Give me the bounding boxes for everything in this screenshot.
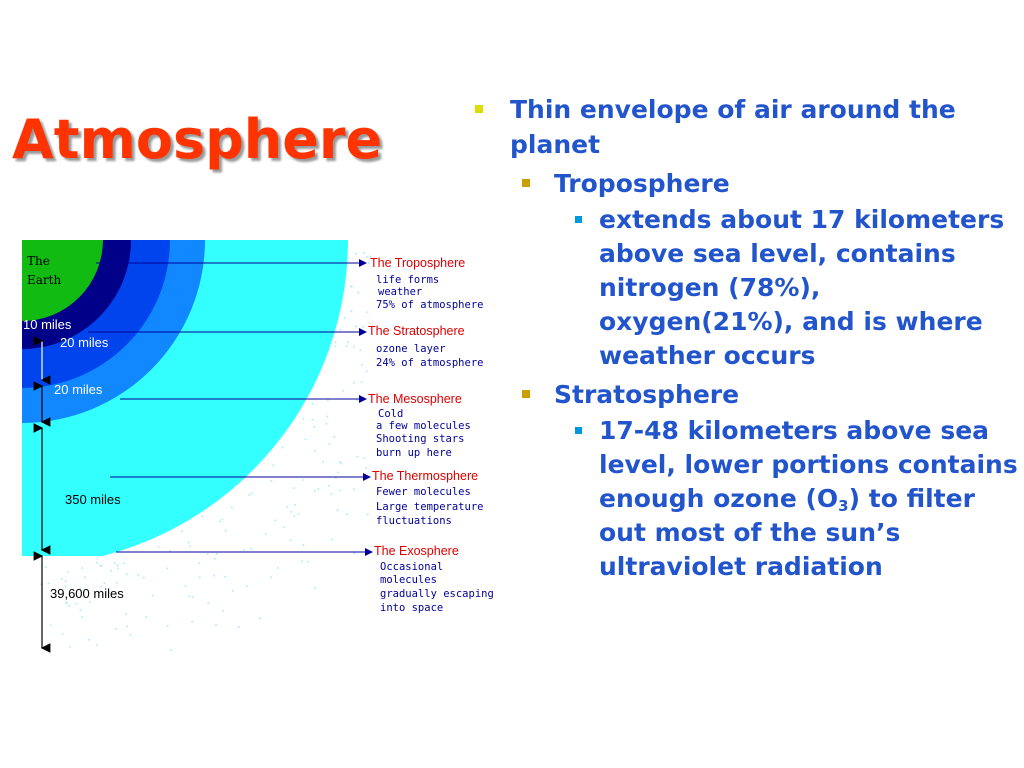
subscript-3: 3 (838, 497, 849, 515)
exosphere-dot (312, 419, 314, 421)
exosphere-dot (101, 565, 103, 567)
exosphere-dot (271, 480, 273, 482)
layer-note-thermosphere-1: Fewer molecules (376, 486, 471, 498)
exosphere-dot (138, 574, 140, 576)
exosphere-dot (361, 364, 363, 366)
atmosphere-diagram (0, 236, 520, 656)
exosphere-dot (80, 610, 82, 612)
slide-title: Atmosphere (12, 108, 383, 171)
bullet-marker (522, 390, 530, 398)
exosphere-dot (294, 504, 296, 506)
exosphere-dot (326, 416, 328, 418)
exosphere-dot (68, 605, 70, 607)
exosphere-dot (344, 317, 346, 319)
exosphere-dot (364, 457, 366, 459)
exosphere-dot (335, 346, 337, 348)
exosphere-dot (363, 252, 365, 254)
exosphere-dot (238, 626, 240, 628)
exosphere-dot (335, 477, 337, 479)
bullet-text-part1: 17-48 kilometers above sea level, lower portions contains enough ozone (O (599, 416, 1018, 513)
exosphere-dot (202, 515, 204, 517)
exosphere-dot (367, 514, 369, 516)
exosphere-dot (340, 490, 342, 492)
bullet-text-part2: ) to filter out most of the sun’s ultraviolet radiation (599, 484, 975, 581)
exosphere-dot (185, 585, 187, 587)
exosphere-dot (231, 507, 233, 509)
bullet-marker (475, 105, 483, 113)
exosphere-dot (312, 403, 314, 405)
layer-note-troposphere-3: 75% of atmosphere (376, 299, 484, 311)
exosphere-dot (143, 577, 145, 579)
exosphere-dot (198, 562, 200, 564)
exosphere-dot (342, 390, 344, 392)
exosphere-dot (123, 563, 125, 565)
exosphere-dot (214, 575, 216, 577)
exosphere-dot (303, 418, 305, 420)
layer-name-mesosphere: The Mesosphere (368, 392, 462, 406)
exosphere-dot (293, 515, 295, 517)
exosphere-dot (259, 618, 261, 620)
exosphere-dot (314, 587, 316, 589)
exosphere-dot (265, 533, 267, 535)
exosphere-dot (208, 602, 210, 604)
exosphere-dot (318, 488, 320, 490)
exosphere-dot (225, 530, 227, 532)
distance-20-miles-b: 20 miles (54, 382, 103, 397)
exosphere-dot (353, 488, 355, 490)
distance-39600-miles: 39,600 miles (50, 586, 124, 601)
earth-label-line2: Earth (27, 273, 62, 287)
exosphere-dot (116, 582, 118, 584)
distance-10-miles: 10 miles (23, 317, 72, 332)
exosphere-dot (307, 561, 309, 563)
bullet-marker (575, 216, 582, 223)
distance-350-miles: 350 miles (65, 492, 121, 507)
exosphere-dot (334, 436, 336, 438)
exosphere-dot (331, 493, 333, 495)
exosphere-dot (232, 590, 234, 592)
exosphere-dot (355, 326, 357, 328)
exosphere-dot (117, 565, 119, 567)
exosphere-dot (356, 399, 358, 401)
exosphere-dot (305, 439, 307, 441)
exosphere-dot (337, 510, 339, 512)
bullet-stratosphere (470, 377, 1020, 412)
bullet-text: Stratosphere (554, 380, 740, 409)
exosphere-dot (358, 292, 360, 294)
exosphere-dot (207, 553, 209, 555)
exosphere-dot (340, 463, 342, 465)
layer-note-mesosphere-2: a few molecules (376, 420, 471, 432)
exosphere-dot (65, 581, 67, 583)
exosphere-dot (366, 371, 368, 373)
exosphere-dot (130, 634, 132, 636)
exosphere-dot (314, 490, 316, 492)
exosphere-dot (88, 639, 90, 641)
exosphere-dot (96, 562, 98, 564)
exosphere-dot (167, 568, 169, 570)
exosphere-dot (351, 310, 353, 312)
exosphere-dot (126, 613, 128, 615)
layer-note-thermosphere-3: fluctuations (376, 515, 452, 527)
exosphere-dot (346, 346, 348, 348)
exosphere-dot (246, 585, 248, 587)
layer-name-troposphere: The Troposphere (370, 256, 466, 270)
exosphere-dot (110, 570, 112, 572)
exosphere-dot (314, 450, 316, 452)
layer-name-exosphere: The Exosphere (374, 544, 459, 558)
exosphere-dot (114, 562, 116, 564)
exosphere-dot (84, 577, 86, 579)
exosphere-dot (199, 577, 201, 579)
bullet-stratosphere-detail (470, 414, 1020, 584)
exosphere-dot (275, 520, 277, 522)
exosphere-dot (189, 596, 191, 598)
exosphere-dot (62, 633, 64, 635)
exosphere-dot (303, 479, 305, 481)
exosphere-dot (66, 602, 68, 604)
exosphere-dot (362, 326, 364, 328)
exosphere-dot (81, 616, 83, 618)
layer-note-exosphere-1: Occasional (380, 561, 444, 573)
exosphere-dot (273, 465, 275, 467)
exosphere-dot (250, 548, 252, 550)
exosphere-dot (215, 624, 217, 626)
bullet-text: Troposphere (554, 169, 730, 198)
exosphere-dot (244, 549, 246, 551)
bullet-marker (575, 427, 582, 434)
exosphere-dot (360, 350, 362, 352)
exosphere-dot (115, 628, 117, 630)
exosphere-dot (47, 644, 49, 646)
exosphere-dot (322, 461, 324, 463)
layer-note-mesosphere-4: burn up here (376, 447, 452, 459)
exosphere-dot (152, 595, 154, 597)
exosphere-dot (361, 382, 363, 384)
layer-note-exosphere-3: gradually escaping (380, 588, 494, 600)
exosphere-dot (298, 513, 300, 515)
bullet-troposphere-detail (470, 203, 1020, 373)
layer-note-mesosphere-3: Shooting stars (376, 433, 465, 445)
exosphere-dot (76, 603, 78, 605)
exosphere-dot (189, 546, 191, 548)
earth-label-line1: The (27, 254, 50, 268)
exosphere-dot (290, 540, 292, 542)
exosphere-dot (68, 571, 70, 573)
exosphere-dot (146, 616, 148, 618)
exosphere-dot (61, 578, 63, 580)
layer-name-stratosphere: The Stratosphere (368, 324, 465, 338)
exosphere-dot (167, 625, 169, 627)
exosphere-dot (104, 582, 106, 584)
exosphere-dot (354, 553, 356, 555)
exosphere-dot (191, 621, 193, 623)
bullet-marker (522, 179, 530, 187)
exosphere-dot (170, 649, 172, 651)
exosphere-dot (283, 527, 285, 529)
exosphere-dot (48, 583, 50, 585)
exosphere-dot (356, 253, 358, 255)
layer-note-thermosphere-2: Large temperature (376, 501, 484, 513)
exosphere-dot (81, 567, 83, 569)
exosphere-dot (346, 514, 348, 516)
exosphere-dot (45, 567, 47, 569)
exosphere-dot (219, 521, 221, 523)
layer-note-exosphere-4: into space (380, 602, 444, 614)
exosphere-dot (314, 426, 316, 428)
exosphere-dot (70, 646, 72, 648)
exosphere-dot (50, 625, 52, 627)
exosphere-dot (335, 342, 337, 344)
exosphere-dot (367, 311, 369, 313)
exosphere-dot (249, 494, 251, 496)
layer-note-troposphere-1: life forms (376, 274, 440, 286)
exosphere-dot (337, 472, 339, 474)
bullet-text: Thin envelope of air around the planet (510, 95, 956, 159)
layer-note-stratosphere-2: 24% of atmosphere (376, 357, 484, 369)
exosphere-dot (270, 577, 272, 579)
exosphere-dot (224, 576, 226, 578)
exosphere-dot (158, 546, 160, 548)
exosphere-dot (188, 542, 190, 544)
exosphere-dot (96, 644, 98, 646)
exosphere-dot (216, 553, 218, 555)
exosphere-dot (347, 342, 349, 344)
exosphere-dot (182, 530, 184, 532)
exosphere-dot (251, 493, 253, 495)
exosphere-dot (353, 346, 355, 348)
layer-note-exosphere-2: molecules (380, 574, 437, 586)
layer-note-stratosphere-1: ozone layer (376, 343, 446, 355)
bullet-text: extends about 17 kilometers above sea level, contains nitrogen (78%), oxygen(21%), and is where weather occurs (599, 205, 1005, 370)
layer-note-troposphere-2: weather (378, 286, 423, 298)
exosphere-dot (192, 596, 194, 598)
exosphere-dot (328, 485, 330, 487)
bullet-list (470, 92, 1020, 584)
exosphere-dot (357, 456, 359, 458)
exosphere-dot (127, 626, 129, 628)
exosphere-dot (222, 519, 224, 521)
exosphere-dot (353, 382, 355, 384)
bullet-troposphere (470, 166, 1020, 201)
bullet-level1 (470, 92, 1020, 162)
exosphere-dot (331, 539, 333, 541)
distance-20-miles-a: 20 miles (60, 335, 109, 350)
exosphere-dot (282, 447, 284, 449)
exosphere-dot (89, 601, 91, 603)
exosphere-dot (214, 558, 216, 560)
exosphere-dot (326, 423, 328, 425)
exosphere-dot (327, 399, 329, 401)
exosphere-dot (223, 610, 225, 612)
exosphere-dot (329, 443, 331, 445)
exosphere-dot (277, 567, 279, 569)
exosphere-dot (290, 511, 292, 513)
exosphere-dot (350, 286, 352, 288)
exosphere-dot (287, 506, 289, 508)
exosphere-dot (303, 544, 305, 546)
exosphere-dot (340, 329, 342, 331)
exosphere-dot (366, 467, 368, 469)
layer-name-thermosphere: The Thermosphere (372, 469, 479, 483)
exosphere-dot (301, 560, 303, 562)
exosphere-dot (366, 256, 368, 258)
exosphere-dot (126, 574, 128, 576)
exosphere-dot (117, 568, 119, 570)
layer-note-mesosphere-1: Cold (378, 408, 404, 420)
exosphere-dot (293, 487, 295, 489)
